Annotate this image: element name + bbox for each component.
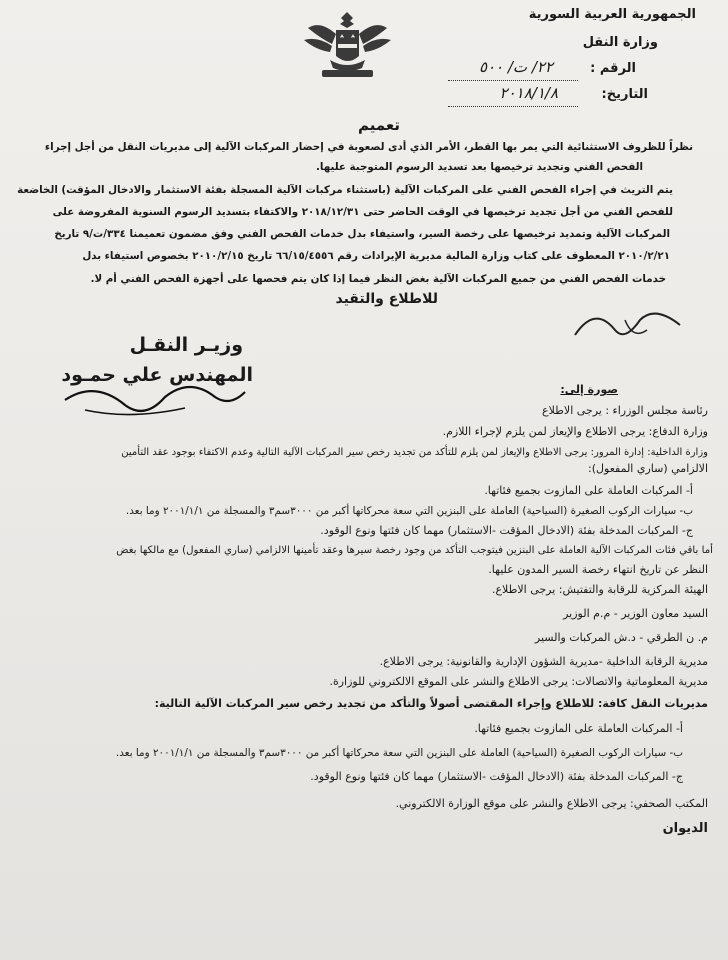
- copy-line-11: السيد معاون الوزير - م.م الوزير: [563, 607, 708, 620]
- copy-line-10: الهيئة المركزية للرقابة والتفتيش: يرجى الاطلاع.: [491, 583, 708, 596]
- date-dotted-line: [448, 80, 578, 81]
- number-value: ٢٢/ ت/ ٥٠٠: [478, 58, 553, 76]
- copy-line-1: رئاسة مجلس الوزراء : يرجى الاطلاع: [542, 404, 708, 417]
- copy-line-15: مديريات النقل كافة: للاطلاع وإجراء المقتضى أصولاً والتأكد من تجديد رخص سير المركبات الآلية التالية:: [154, 697, 708, 710]
- copy-line-19: المكتب الصحفي: يرجى الاطلاع والنشر على موقع الوزارة الالكتروني.: [395, 797, 708, 810]
- body-line-2: الفحص الفني وتجديد ترخيصها بعد تسديد الرسوم المتوجبة عليها.: [315, 161, 643, 173]
- handwritten-signature-icon: [60, 370, 250, 430]
- minister-title: وزيـر النقـل: [129, 334, 243, 356]
- circular-title: تعميم: [357, 116, 400, 134]
- body-line-7: خدمات الفحص الفني من جميع المركبات الآلية بغض النظر فيما إذا كان يتم فحصها على أجهزة الفحص الفني أم لا.: [90, 273, 666, 285]
- number-dotted-line: [448, 106, 578, 107]
- copy-line-5: أ- المركبات العاملة على المازوت بجميع فئاتها.: [484, 484, 693, 497]
- body-line-3: يتم التريث في إجراء الفحص الفني على المركبات الآلية (باستثناء مركبات الآلية المسجلة بفئة الاستثمار والادخال المؤقت) الخاضعة: [17, 184, 673, 196]
- minister-name: المهندس علي حمـود: [61, 364, 253, 386]
- body-line-5: المركبات الآلية وتمديد ترخيصها على رخصة السير، واستيفاء بدل خدمات الفحص الفني وفق مضمون تعميمنا ٣٣٤/ت/٩ تاريخ: [54, 228, 670, 240]
- number-label: الرقم :: [590, 61, 636, 76]
- copy-line-2: وزارة الدفاع: يرجى الاطلاع والإيعاز لمن يلزم لإجراء اللازم.: [442, 425, 708, 438]
- copy-line-6: ب- سيارات الركوب الصغيرة (السياحية) العاملة على البنزين التي سعة محركاتها أكبر من ٣٠٠٠سم٣ والمسجلة من ٢٠٠١/١/١ وما بعد.: [125, 505, 693, 517]
- copy-line-9: النظر عن تاريخ انتهاء رخصة السير المدون عليها.: [488, 563, 708, 576]
- copy-line-13: مديرية الرقابة الداخلية -مديرية الشؤون الإدارية والقانونية: يرجى الاطلاع.: [379, 655, 708, 668]
- republic-heading: الجمهورية العربية السورية: [528, 7, 696, 22]
- copies-heading: صورة إلى:: [560, 383, 618, 396]
- copy-line-18: ج- المركبات المدخلة بفئة (الادخال المؤقت -الاستثمار) مهما كان فئتها ونوع الوقود.: [310, 770, 683, 783]
- ministry-heading: وزارة النقل: [582, 35, 658, 50]
- copy-line-7: ج- المركبات المدخلة بفئة (الادخال المؤقت -الاستثمار) مهما كان فئتها ونوع الوقود.: [320, 524, 693, 537]
- body-line-4: للفحص الفني من أجل تجديد ترخيصها في الوقت الحاضر حتى ٢٠١٨/١٢/٣١ والاكتفاء بتسديد الرسوم السنوية المفروضة على: [52, 206, 673, 218]
- body-line-1: نظراً للظروف الاستثنائية التي يمر بها القطر، الأمر الذي أدى لصعوبة في إحضار المركبات الآلية إلى مديريات النقل من أجل إجراء: [44, 141, 693, 153]
- copy-line-16: أ- المركبات العاملة على المازوت بجميع فئاتها.: [474, 722, 683, 735]
- copy-line-4: الالزامي (ساري المفعول):: [588, 462, 708, 475]
- body-line-6: ٢٠١٠/٢/٢١ المعطوف على كتاب وزارة المالية مديرية الإيرادات رقم ٦٦/١٥/٤٥٥٦ تاريخ ٢٠١٠/٢/١٥ بخصوص استيفاء بدل: [82, 250, 670, 262]
- initials-scribble-icon: [565, 300, 695, 350]
- closing-text: للاطلاع والتقيد: [335, 291, 438, 307]
- copy-line-12: م. ن الطرقي - د.ش المركبات والسير: [534, 631, 708, 644]
- copy-line-17: ب- سيارات الركوب الصغيرة (السياحية) العاملة على البنزين التي سعة محركاتها أكبر من ٣٠٠٠سم٣ والمسجلة من ٢٠٠١/١/١ وما بعد.: [115, 747, 683, 759]
- syrian-eagle-emblem-icon: [300, 8, 395, 86]
- copy-line-14: مديرية المعلوماتية والاتصالات: يرجى الاطلاع والنشر على الموقع الالكتروني للوزارة.: [329, 675, 708, 688]
- copy-line-20: الديوان: [662, 821, 708, 836]
- copy-line-3: وزارة الداخلية: إدارة المرور: يرجى الاطلاع والإيعاز لمن يلزم للتأكد من تجديد رخص سير المركبات الآلية التالية وعدم الاكتفاء بوجود عقد التأمين: [121, 447, 708, 458]
- date-label: التاريخ:: [601, 87, 648, 102]
- copy-line-8: أما باقي فئات المركبات الآلية العاملة على البنزين فيتوجب التأكد من وجود رخصة سيرها وعقد تأمينها الالزامي (ساري المفعول) مع مالكها بغض: [116, 545, 713, 556]
- date-value: ٢٠١٨/١/٨: [499, 84, 558, 102]
